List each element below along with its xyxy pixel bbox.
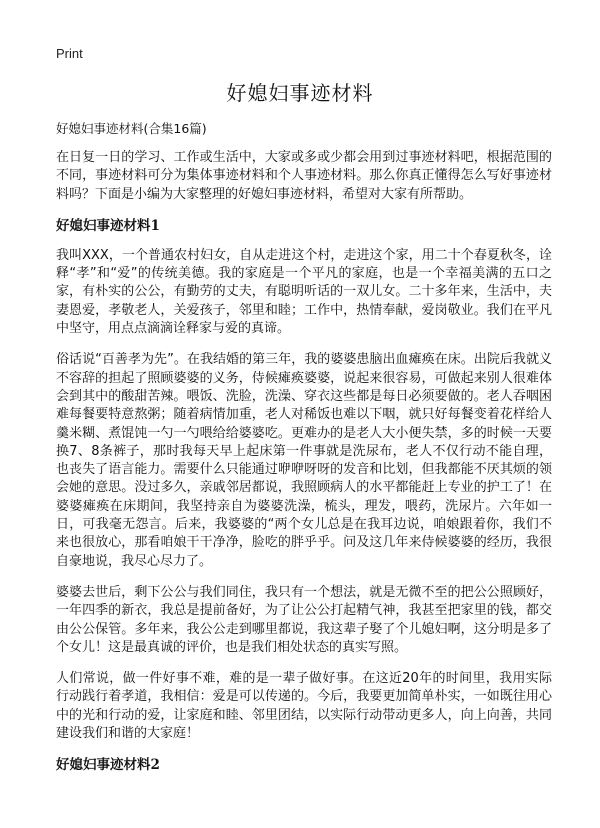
intro-paragraph: 在日复一日的学习、工作或生活中，大家或多或少都会用到过事迹材料吧，根据范围的不同，事迹材料可分为集体事迹材料和个人事迹材料。那么你真正懂得怎么写好事迹材料吗？下面是小编为大家整理的好媳妇事迹材料，希望对大家有所帮助。 xyxy=(56,150,552,202)
section-1-paragraph-1: 我叫XXX，一个普通农村妇女，自从走进这个村，走进这个家，用二十个春夏秋冬，诠释“孝”和“爱”的传统美德。我的家庭是一个平凡的家庭，也是一个幸福美满的五口之家，有朴实的公公，有勤劳的丈夫，有聪明听话的一双儿女。二十多年来，生活中，夫妻恩爱，孝敬老人，关爱孩子，邻里和睦；工作中，热情奉献，爱岗敬业。我们在平凡中坚守，用点点滴滴诠释家与爱的真谛。 xyxy=(56,247,552,337)
section-1-paragraph-4: 人们常说，做一件好事不难，难的是一辈子做好事。在这近20年的时间里，我用实际行动践行着孝道，我相信：爱是可以传递的。今后，我要更加简单朴实，一如既往用心中的光和行动的爱，让家庭和睦、邻里团结，以实际行动带动更多人，向上向善，共同建设我们和谐的大家庭！ xyxy=(56,671,552,742)
page-title: 好媳妇事迹材料 xyxy=(226,81,374,105)
section-1-paragraph-2: 俗话说“百善孝为先”。在我结婚的第三年，我的婆婆患脑出血瘫痪在床。出院后我就义不容辞的担起了照顾婆婆的义务，侍候瘫痪婆婆，说起来很容易，可做起来别人很难体会到其中的酸甜苦辣。喂饭、洗脸，洗澡、穿衣这些都是每日必须要做的。老人吞咽困难每餐要特意熬粥；随着病情加重，老人对稀饭也难以下咽，就只好每餐变着花样给人羹米糊、煮馄饨一勺一勺喂给给婆婆吃。更难办的是老人大小便失禁，多的时候一天要换7、8条裤子，那时我每天早上起床第一件事就是洗尿布，老人不仅行动不能自理，也丧失了语言能力。需要什么只能通过咿咿呀呀的发音和比划，但我都能不厌其烦的领会她的意思。没过多久，亲戚邻居都说，我照顾病人的水平都能赶上专业的护工了！在婆婆瘫痪在床期间，我坚持亲自为婆婆洗澡，梳头，理发，喂药，洗尿片。六年如一日，可我毫无怨言。后来，我婆婆的“两个女儿总是在我耳边说，咱娘跟着你，我们不来也很放心，那看咱娘干干净净，脸吃的胖乎乎。问及这几年来侍候婆婆的经历，我很自豪地说，我尽心尽力了。 xyxy=(56,352,552,569)
section-heading-1: 好媳妇事迹材料1 xyxy=(56,217,160,234)
section-heading-2: 好媳妇事迹材料2 xyxy=(56,757,160,774)
section-1-paragraph-3: 婆婆去世后，剩下公公与我们同住，我只有一个想法，就是无微不至的把公公照顾好，一年四季的新衣，我总是提前备好，为了让公公打起精气神，我甚至把家里的钱，都交由公公保管。多年来，我公公走到哪里都说，我这辈子娶了个儿媳妇啊，这分明是多了个女儿！这是最真诚的评价，也是我们相处状态的真实写照。 xyxy=(56,584,552,655)
document-body xyxy=(56,120,552,786)
print-label: Print xyxy=(56,46,83,61)
document-subtitle: 好媳妇事迹材料(合集16篇) xyxy=(56,121,207,136)
